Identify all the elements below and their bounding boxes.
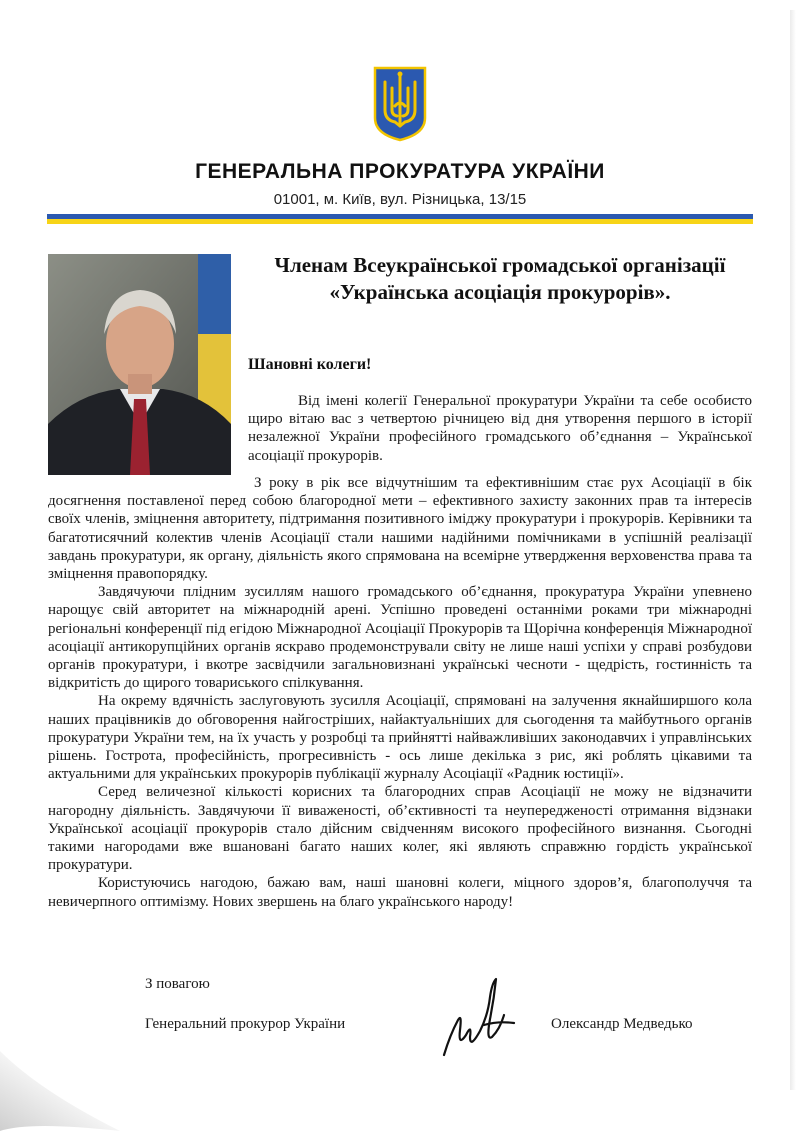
paragraph: З року в рік все відчутнішим та ефективнішим стає рух Асоціації в бік досягнення поставленої перед собою благородної мети – ефективного захисту законних прав та інтересів своїх членів, зміцнення авторитету, підтримання позитивного іміджу прокуратури і прокурорів. Керівники та багатотисячний колектив членів Асоціації стали нашими надійними помічниками в успішній реалізації завдань прокуратури, як органу, діяльність якого спрямована на всемірне утвердження верховенства права та зміцнення правопорядку. (48, 475, 752, 583)
paragraph: Серед величезної кількості корисних та благородних справ Асоціації не можу не відзначити нагородну діяльність. Завдячуючи її виваженості, об’єктивності та неупередженості отримання відзнаки Української асоціації прокурорів стало дійсним свідченням високого професійного визнання. Сьогодні такими нагородами вже вшановані багато наших колег, які являють справжню гордість української прокуратури. (48, 784, 752, 874)
paragraph: Користуючись нагодою, бажаю вам, наші шановні колеги, міцного здоров’я, благополуччя та невичерпного оптимізму. Нових звершень на благо українського народу! (48, 875, 752, 910)
closing-phrase: З повагою (145, 976, 210, 992)
paragraph: Від імені колегії Генеральної прокуратури України та себе особисто щиро вітаю вас з четвертою річницею від дня утворення першого в історії незалежної України професійного громадського об’єднання – Української асоціації прокурорів. (248, 393, 752, 464)
handwritten-signature (440, 975, 520, 1065)
coat-of-arms-icon (373, 66, 427, 142)
body-column-right (248, 392, 752, 465)
salutation: Шановні колеги! (248, 356, 372, 373)
paragraph: Завдячуючи плідним зусиллям нашого громадського об’єднання, прокуратура України упевнено нарощує свій авторитет на міжнародній арені. Успішно проведені останніми роками три міжнародні регіональні конференції під егідою Міжнародної Асоціації Прокурорів та Щорічна конференція Міжнародної асоціації антикорупційних органів яскраво продемонстрували світу не лише наші успіхи у справі розбудови органів прокуратури, і вкотре засвідчили загальновизнані українські чесноти - щедрість, гостинність та відкритість до щирого товариського спілкування. (48, 584, 752, 692)
signer-title: Генеральний прокурор України (145, 1016, 346, 1032)
paragraph: На окрему вдячність заслуговують зусилля Асоціації, спрямовані на залучення якнайширшого кола наших працівників до обговорення найгостріших, найактуальніших для сьогодення та майбутнього органів прокуратури України тем, на їх участь у розробці та прийнятті найважливіших законодавчих і управлінських рішень. Гострота, професійність, прогресивність - ось лише декілька з рис, які роблять цікавими та актуальними для українських прокурорів публікації журналу Асоціації «Радник юстиції». (48, 693, 752, 783)
body-column-full (48, 474, 752, 911)
page-curl (0, 991, 120, 1131)
organization-title: ГЕНЕРАЛЬНА ПРОКУРАТУРА УКРАЇНИ (195, 160, 605, 183)
flag-stripe-yellow (47, 219, 753, 224)
portrait-photo (48, 254, 231, 475)
organization-address: 01001, м. Київ, вул. Різницька, 13/15 (273, 191, 527, 208)
flag-stripe (47, 214, 753, 224)
signer-name: Олександр Медведько (551, 1016, 693, 1032)
letter-heading: Членам Всеукраїнської громадської організації «Українська асоціація прокурорів». (274, 253, 726, 304)
